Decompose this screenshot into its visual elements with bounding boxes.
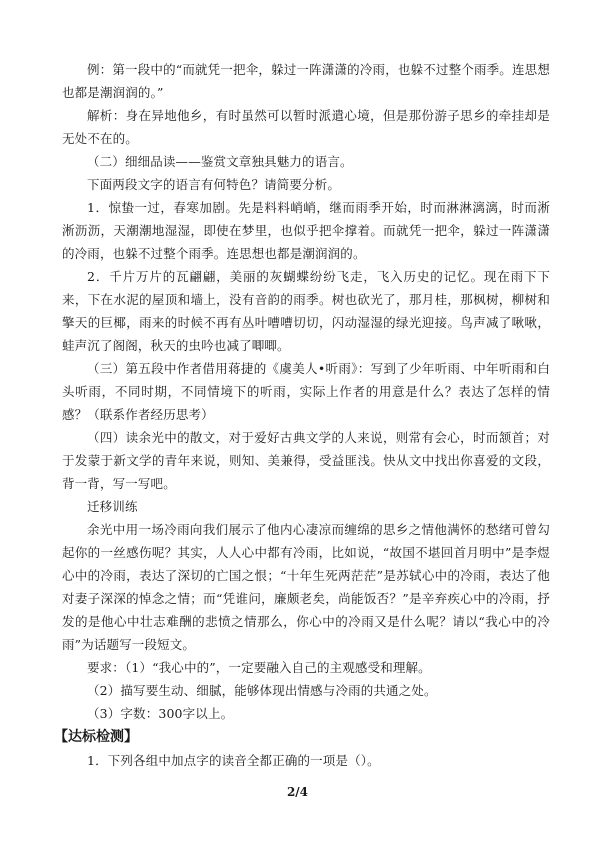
- section-two-heading: （二）细细品读——鉴赏文章独具魅力的语言。: [87, 154, 353, 169]
- instruction-paragraph: 下面两段文字的语言有何特色？请简要分析。: [87, 177, 341, 192]
- requirement-three: （3）字数：300字以上。: [87, 706, 234, 721]
- assessment-heading: 【达标检测】: [54, 729, 138, 745]
- requirement-one: 要求：（1）“我心中的”，一定要融入自己的主观感受和理解。: [87, 660, 431, 675]
- assessment-question-one: 1．下列各组中加点字的读音全都正确的一项是（）。: [87, 753, 380, 768]
- transfer-training-body: 余光中用一场冷雨向我们展示了他内心凄凉而缠绵的思乡之情他满怀的愁绪可曾勾起你的一丝感伤呢？其实，人人心中都有冷雨，比如说，“故国不堪回首月明中”是李煜心中的冷雨，表达了深切的亡国之恨；“十年生死两茫茫”是苏轼心中的冷雨，表达了他对妻子深深的悼念之情；而“凭谁问，廉颇老矣，尚能饭否？”是辛弃疾心中的冷雨，抒发的是他心中壮志难酬的悲愤之情那么，你心中的冷雨又是什么呢？请以“我心中的冷雨”为话题写一段短文。: [62, 522, 550, 652]
- requirement-two: （2）描写要生动、细腻，能够体现出情感与冷雨的共通之处。: [87, 683, 437, 698]
- page-number: 2/4: [286, 785, 309, 799]
- page-body: [54, 58, 550, 772]
- analysis-paragraph: 解析：身在异地他乡，有时虽然可以暂时派遣心境，但是那份游子思乡的牵挂却是无处不在的。: [62, 108, 550, 146]
- passage-two: 2．千片万片的瓦翩翩，美丽的灰蝴蝶纷纷飞走，飞入历史的记忆。现在雨下下来，下在水泥的屋顶和墙上，没有音韵的雨季。树也砍光了，那月桂，那枫树，柳树和擎天的巨椰，雨来的时候不再有丛叶嘈嘈切切，闪动湿湿的绿光迎接。鸟声减了啾啾，蛙声沉了阁阁，秋天的虫吟也减了唧唧。: [62, 269, 550, 353]
- transfer-training-title: 迁移训练: [87, 499, 138, 514]
- example-paragraph: 例：第一段中的“而就凭一把伞，躲过一阵潇潇的冷雨，也躲不过整个雨季。连思想也都是潮润润的。”: [62, 62, 550, 100]
- passage-one: 1．惊蛰一过，春寒加剧。先是料料峭峭，继而雨季开始，时而淋淋漓漓，时而淅淅沥沥，天潮潮地湿湿，即使在梦里，也似乎把伞撑着。而就凭一把伞，躲过一阵潇潇的冷雨，也躲不过整个雨季。连思想也都是潮润润的。: [62, 200, 550, 261]
- question-three: （三）第五段中作者借用蒋捷的《虞美人•听雨》：写到了少年听雨、中年听雨和白头听雨，不同时期，不同情境下的听雨，实际上作者的用意是什么？表达了怎样的情感？（联系作者经历思考）: [62, 361, 550, 422]
- question-four: （四）读余光中的散文，对于爱好古典文学的人来说，则常有会心，时而颔首；对于发蒙于新文学的青年来说，则知、美兼得，受益匪浅。快从文中找出你喜爱的文段，背一背，写一写吧。: [62, 430, 550, 491]
